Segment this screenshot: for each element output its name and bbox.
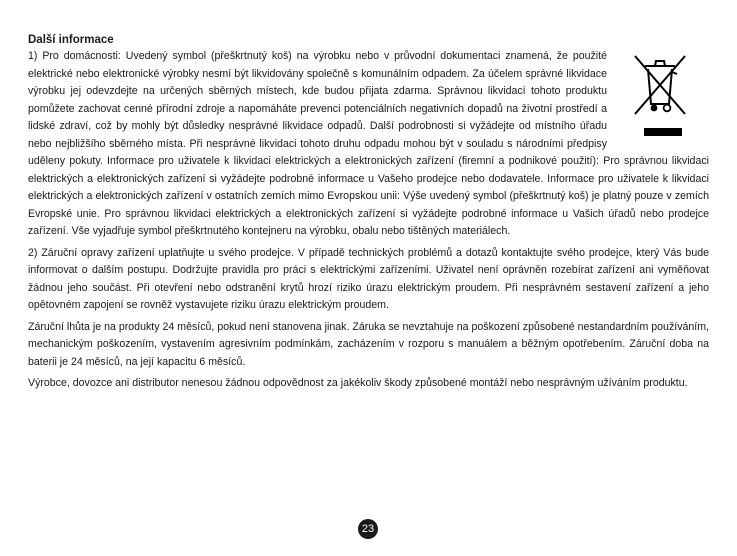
crossed-out-wheelie-bin-icon bbox=[631, 52, 689, 118]
page-number-badge: 23 bbox=[358, 519, 378, 539]
document-page bbox=[28, 32, 709, 397]
paragraph-warranty-period: Záruční lhůta je na produkty 24 měsíců, pokud není stanovena jinak. Záruka se nevztahuje na poškození způsobené nestandardním používáním, mechanickým poškozením, vystavením agresivním podmínkám, zacházením v rozporu s manuálem a běžným opotřebením. Záruční doba na baterii je 24 měsíců, na její kapacitu 6 měsíců. bbox=[28, 320, 709, 368]
weee-underbar bbox=[644, 128, 682, 136]
paragraph-liability: Výrobce, dovozce ani distributor nenesou žádnou odpovědnost za jakékoliv škody způsobené montáží nebo nesprávným užíváním produktu. bbox=[28, 377, 688, 389]
paragraph-warranty-repairs: 2) Záruční opravy zařízení uplatňujte u svého prodejce. V případě technických problémů a dotazů kontaktujte svého prodejce, který Vás bude informovat o dalším postupu. Dodržujte pravidla pro práci s elektrickými zařízeními. Uživatel není oprávněn rozebírat zařízení ani vyměňovat žádnou jeho součást. Při otevření nebo odstranění krytů hrozí riziko úrazu elektrickým proudem. Při nesprávném sestavení zařízení a jeho opětovném zapojení se rovněž vystavujete riziku úrazu elektrickým proudem. bbox=[28, 246, 709, 311]
intro-section bbox=[28, 48, 709, 241]
weee-symbol bbox=[613, 48, 709, 136]
paragraph-disposal: 1) Pro domácnosti: Uvedený symbol (přeškrtnutý koš) na výrobku nebo v průvodní dokumentaci znamená, že použité elektrické nebo elektronické výrobky nesmí být likvidovány společně s komunálním odpadem. Za účelem správné likvidace výrobku jej odevzdejte na určených sběrných místech, kde budou přijata zdarma. Správnou likvidací tohoto produktu pomůžete zachovat cenné přírodní zdroje a napomáháte prevenci potenciálních negativních dopadů na životní prostředí a lidské zdraví, což by mohly být důsledky nesprávné likvidace odpadů. Další podrobnosti si vyžádejte od místního úřadu nebo nejbližšího sběrného místa. Při nesprávné likvidaci tohoto druhu odpadu mohou být v souladu s národními předpisy uděleny pokuty. Informace pro uživatele k likvidaci elektrických a elektronických zařízení (firemní a podnikové použití): Pro správnou likvidaci elektrických a elektronických zařízení si vyžádejte podrobné informace u Vašeho prodejce nebo dodavatele. Informace pro uživatele k likvidaci elektrických a elektronických zařízení v ostatních zemích mimo Evropskou unii: Výše uvedený symbol (přeškrtnutý koš) je platný pouze v zemích Evropské unie. Pro správnou likvidaci elektrických a elektronických zařízení si vyžádejte podrobné informace u Vašich úřadů nebo prodejce zařízení. Vše vyjadřuje symbol přeškrtnutého kontejneru na výrobku, obalu nebo tištěných materiálech. bbox=[28, 50, 709, 237]
section-heading: Další informace bbox=[28, 34, 114, 46]
